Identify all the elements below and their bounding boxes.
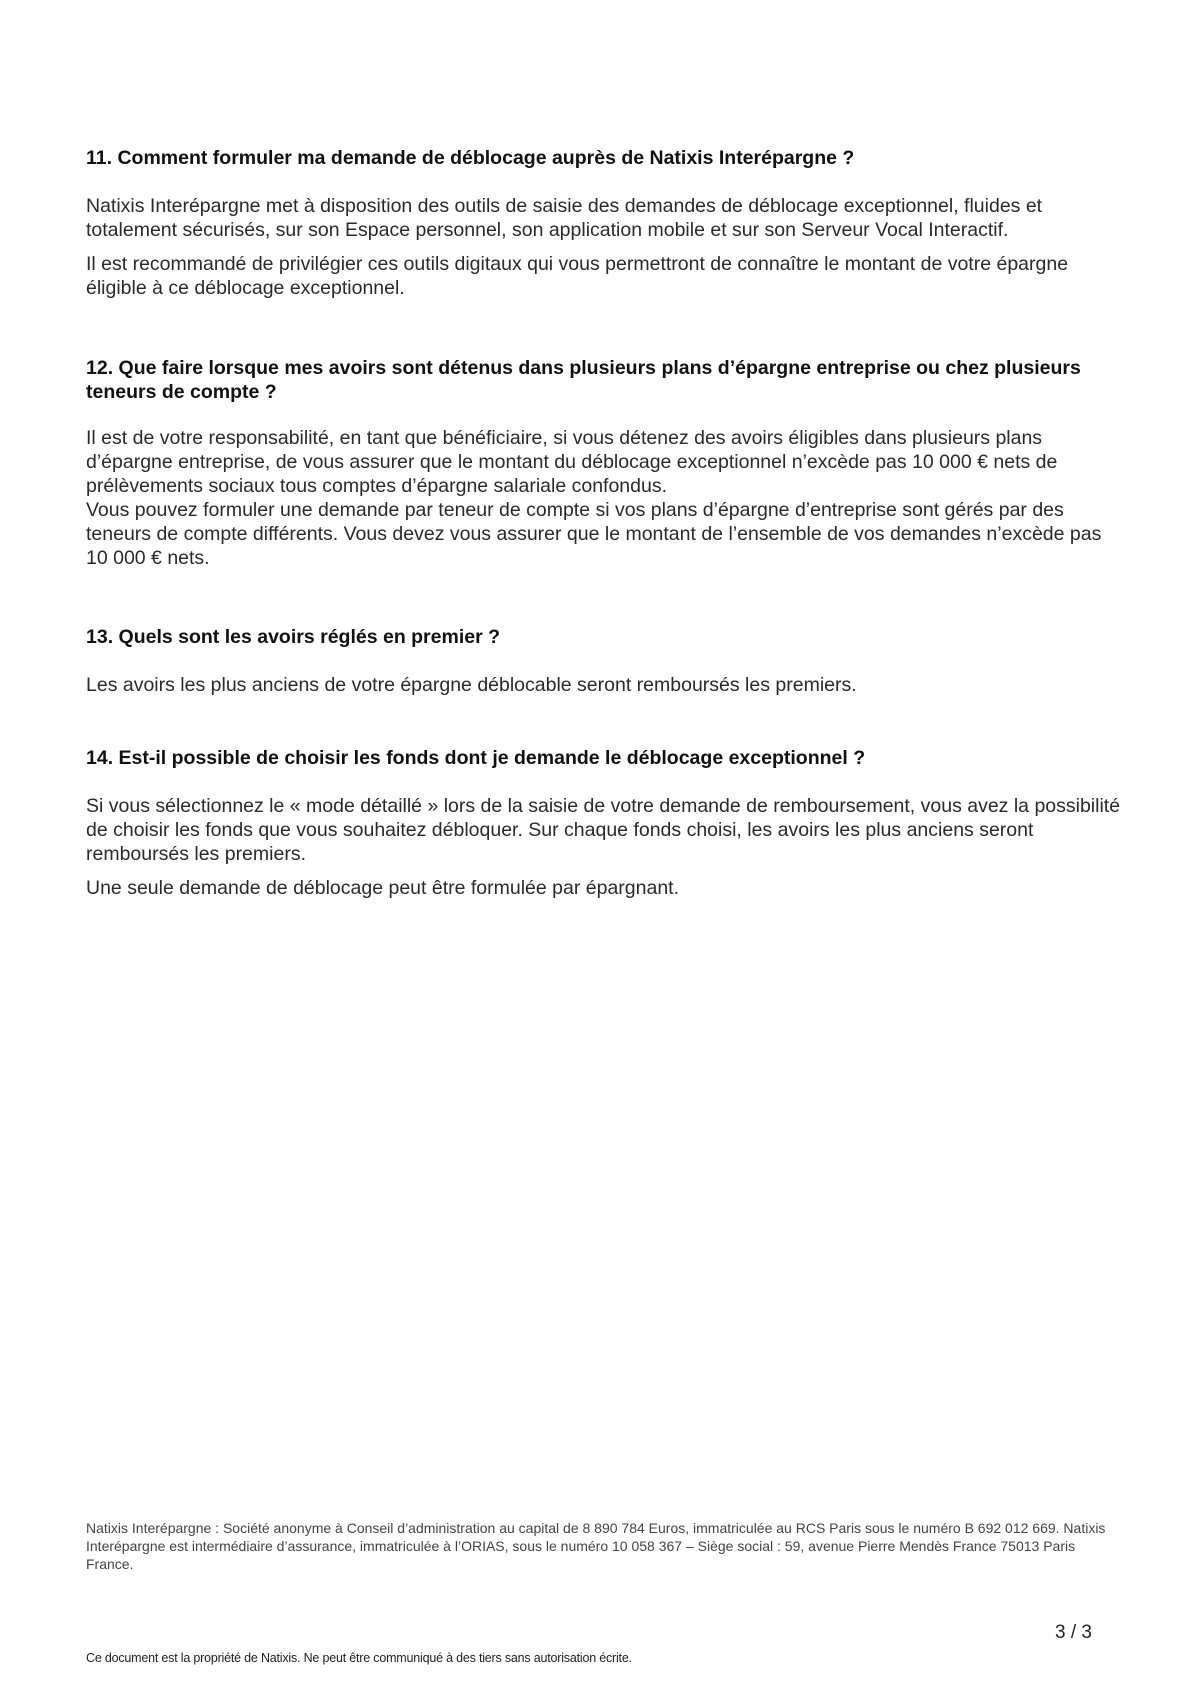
footer-property-note: Ce document est la propriété de Natixis. Ne peut être communiqué à des tiers sans autorisation écrite. bbox=[86, 1651, 632, 1665]
answer-paragraph: Il est recommandé de privilégier ces outils digitaux qui vous permettront de connaître le montant de votre épargne éligible à ce déblocage exceptionnel. bbox=[86, 253, 1069, 299]
answer-paragraph: Une seule demande de déblocage peut être formulée par épargnant. bbox=[86, 877, 679, 899]
answer-paragraph: Natixis Interépargne met à disposition des outils de saisie des demandes de déblocage exceptionnel, fluides et totalement sécurisés, sur son Espace personnel, son application mobile et sur son Serveur Vocal Interactif. bbox=[86, 195, 1043, 241]
question-title: 14. Est-il possible de choisir les fonds dont je demande le déblocage exceptionnel ? bbox=[86, 747, 866, 769]
faq-section-11 bbox=[86, 146, 1126, 300]
question-title: 13. Quels sont les avoirs réglés en premier ? bbox=[86, 626, 501, 648]
faq-section-14 bbox=[86, 746, 1126, 900]
answer-paragraph: Si vous sélectionnez le « mode détaillé » lors de la saisie de votre demande de remboursement, vous avez la possibilité de choisir les fonds que vous souhaitez débloquer. Sur chaque fonds choisi, les avoirs les plus anciens seront remboursés les premiers. bbox=[86, 795, 1121, 865]
page-number: 3 / 3 bbox=[1055, 1622, 1092, 1643]
faq-section-12 bbox=[86, 356, 1126, 570]
faq-section-13 bbox=[86, 625, 1126, 697]
question-title: 12. Que faire lorsque mes avoirs sont détenus dans plusieurs plans d’épargne entreprise ou chez plusieurs teneurs de compte ? bbox=[86, 357, 1081, 403]
answer-paragraph: Il est de votre responsabilité, en tant que bénéficiaire, si vous détenez des avoirs éligibles dans plusieurs plans d’épargne entreprise, de vous assurer que le montant du déblocage exceptionnel n’excède pas 10 000 € nets de prélèvements sociaux tous comptes d’épargne salariale confondus. bbox=[86, 427, 1058, 497]
answer-paragraph: Vous pouvez formuler une demande par teneur de compte si vos plans d’épargne d’entreprise sont gérés par des teneurs de compte différents. Vous devez vous assurer que le montant de l’ensemble de vos demandes n’excède pas 10 000 € nets. bbox=[86, 499, 1102, 569]
answer-paragraph: Les avoirs les plus anciens de votre épargne déblocable seront remboursés les premiers. bbox=[86, 674, 857, 696]
footer-legal-notice: Natixis Interépargne : Société anonyme à Conseil d’administration au capital de 8 890 784 Euros, immatriculée au RCS Paris sous le numéro B 692 012 669. Natixis Interépargne est intermédiaire d’assurance, immatriculée à l’ORIAS, sous le numéro 10 058 367 – Siège social : 59, avenue Pierre Mendès France 75013 Paris France. bbox=[86, 1520, 1106, 1572]
question-title: 11. Comment formuler ma demande de déblocage auprès de Natixis Interépargne ? bbox=[86, 147, 855, 169]
